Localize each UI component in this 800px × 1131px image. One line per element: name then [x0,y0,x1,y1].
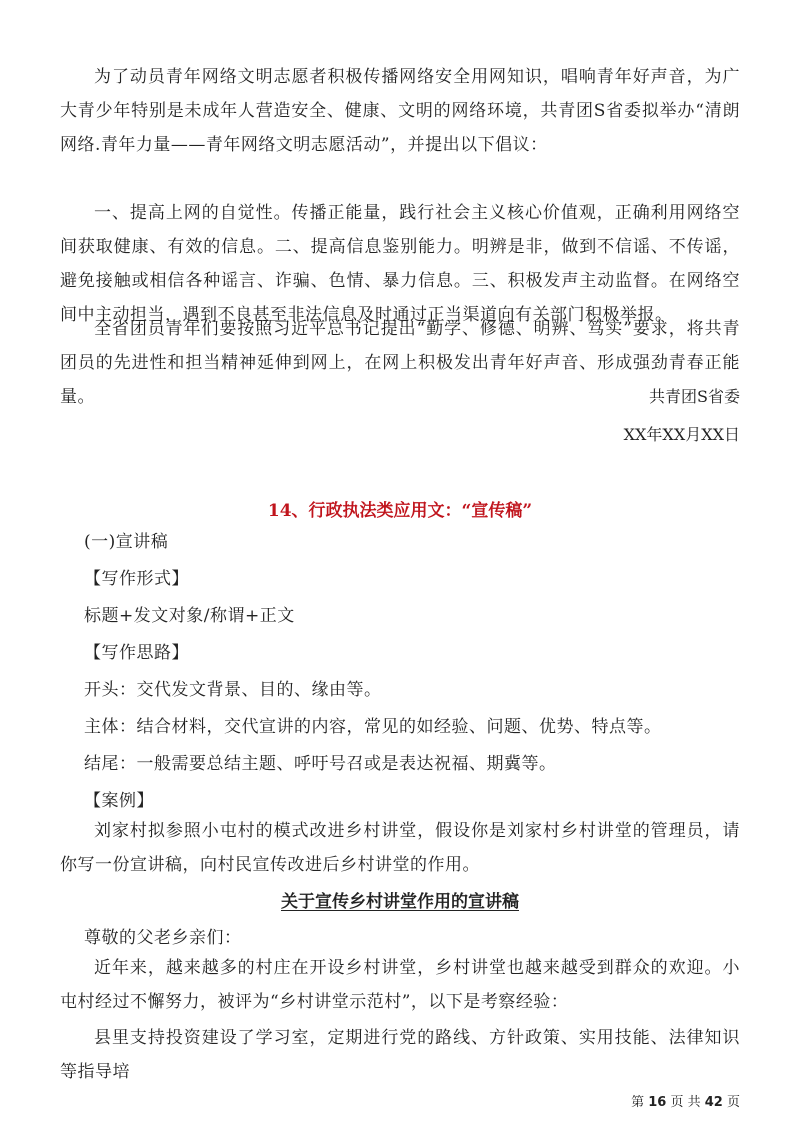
form-text: 标题+发文对象/称谓+正文 [84,606,295,626]
speech-paragraph-2: 县里支持投资建设了学习室，定期进行党的路线、方针政策、实用技能、法律知识等指导培 [60,1028,740,1082]
section-title: 14、行政执法类应用文：“宣传稿” [267,501,533,521]
case-paragraph: 刘家村拟参照小屯村的模式改进乡村讲堂，假设你是刘家村乡村讲堂的管理员，请你写一份宣讲稿，向村民宣传改进后乡村讲堂的作用。 [60,821,740,875]
speech-title-text: 关于宣传乡村讲堂作用的宣讲稿 [281,892,519,912]
form-label: 【写作形式】 [84,569,189,589]
page-footer [631,1091,740,1110]
idea-body: 主体：结合材料，交代宣讲的内容，常见的如经验、问题、优势、特点等。 [84,717,662,737]
signature-date: XX年XX月XX日 [623,425,740,444]
signature-organization: 共青团S省委 [649,387,740,406]
speech-title [0,887,800,912]
sub-heading: (一)宣讲稿 [84,532,169,552]
case-label: 【案例】 [84,791,154,811]
salutation: 尊敬的父老乡亲们： [84,928,242,948]
proposal-intro-paragraph: 为了动员青年网络文明志愿者积极传播网络安全用网知识，唱响青年好声音，为广大青少年特别是未成年人营造安全、健康、文明的网络环境，共青团S省委拟举办“清朗网络.青年力量——青年网络文明志愿活动”，并提出以下倡议： [60,67,740,155]
idea-label: 【写作思路】 [84,643,189,663]
footer-suffix: 页 [726,1095,740,1110]
footer-total-pages: 42 [704,1095,723,1110]
footer-prefix: 第 [631,1095,645,1110]
idea-ending: 结尾：一般需要总结主题、呼吁号召或是表达祝福、期冀等。 [84,754,557,774]
speech-paragraph-1: 近年来，越来越多的村庄在开设乡村讲堂，乡村讲堂也越来越受到群众的欢迎。小屯村经过不懈努力，被评为“乡村讲堂示范村”，以下是考察经验： [60,958,740,1012]
footer-page-number: 16 [648,1095,667,1110]
proposal-closing-paragraph: 全省团员青年们要按照习近平总书记提出“勤学、修德、明辨、笃实”要求，将共青团员的先进性和担当精神延伸到网上，在网上积极发出青年好声音、形成强劲青春正能量。 [60,319,740,407]
footer-mid: 页 共 [670,1095,701,1110]
idea-opening: 开头：交代发文背景、目的、缘由等。 [84,680,382,700]
proposal-points-paragraph: 一、提高上网的自觉性。传播正能量，践行社会主义核心价值观，正确利用网络空间获取健康、有效的信息。二、提高信息鉴别能力。明辨是非，做到不信谣、不传谣，避免接触或相信各种谣言、诈骗、色情、暴力信息。三、积极发声主动监督。在网络空间中主动担当，遇到不良甚至非法信息及时通过正当渠道向有关部门积极举报。 [60,203,740,325]
